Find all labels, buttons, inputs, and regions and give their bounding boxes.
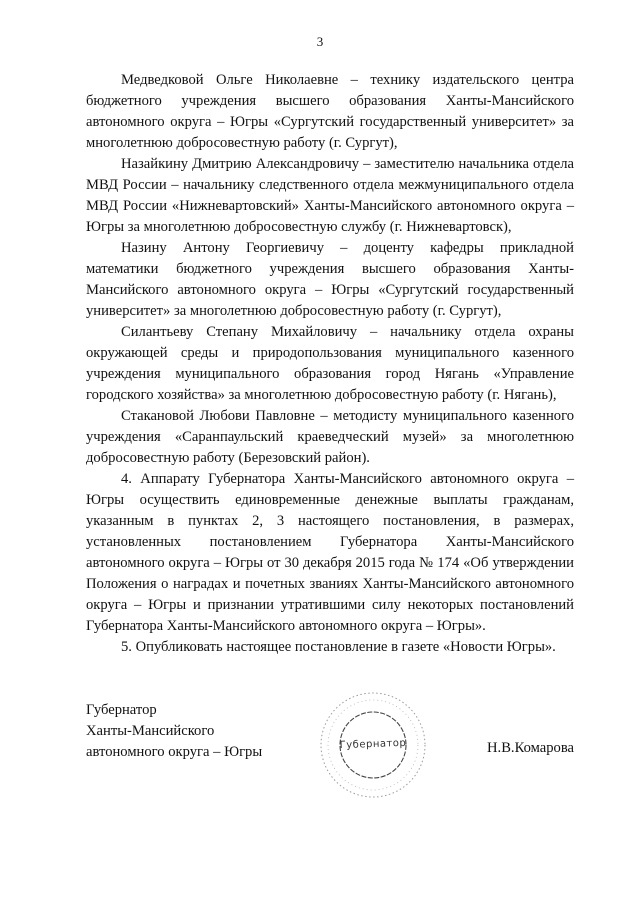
paragraph-medvedkova: Медведковой Ольге Николаевне – технику издательского центра бюджетного учреждения высшего образования Ханты-Мансийского автономного округа – Югры «Сургутский государственный университет» за многолетнюю добросовестную работу (г. Сургут), (86, 72, 574, 151)
page-number: 3 (316, 34, 324, 49)
paragraph-stakanova: Стакановой Любови Павловне – методисту муниципального казенного учреждения «Саранпаульский краеведческий музей» за многолетнюю добросовестную работу (Березовский район). (86, 408, 574, 466)
signatory-title (86, 700, 262, 763)
signatory-name: Н.В.Комарова (487, 740, 574, 756)
signatory-title-line-2: Ханты-Мансийского (86, 723, 215, 739)
stamp-seal (314, 686, 432, 804)
signatory-title-line-1: Губернатор (86, 702, 157, 718)
paragraph-item-4: 4. Аппарату Губернатора Ханты-Мансийского автономного округа – Югры осуществить единовременные денежные выплаты гражданам, указанным в пунктах 2, 3 настоящего постановления, в размерах, установленных постановлением Губернатора Ханты-Мансийского автономного округа – Югры от 30 декабря 2015 года № 174 «Об утверждении Положения о наградах и почетных званиях Ханты-Мансийского автономного округа – Югры и признании утратившими силу некоторых постановлений Губернатора Ханты-Мансийского автономного округа – Югры». (86, 471, 574, 634)
paragraph-silantiev: Силантьеву Степану Михайловичу – начальнику отдела охраны окружающей среды и природопользования муниципального казенного учреждения муниципального образования город Нягань «Управление городского хозяйства» за многолетнюю добросовестную работу (г. Нягань), (86, 324, 574, 403)
signatory-title-line-3: автономного округа – Югры (86, 744, 263, 760)
paragraph-nazin: Назину Антону Георгиевичу – доценту кафедры прикладной математики бюджетного учреждения высшего образования Ханты-Мансийского автономного округа – Югры «Сургутский государственный университет» за многолетнюю добросовестную работу (г. Сургут), (86, 240, 574, 319)
paragraph-nazaikin: Назайкину Дмитрию Александровичу – заместителю начальника отдела МВД России – начальнику следственного отдела межмуниципального отдела МВД России «Нижневартовский» Ханты-Мансийского автономного округа – Югры за многолетнюю добросовестную службу (г. Нижневартовск), (86, 156, 574, 235)
paragraph-item-5: 5. Опубликовать настоящее постановление в газете «Новости Югры». (121, 639, 556, 655)
stamp-label: Губернатор (339, 737, 407, 752)
document-body (86, 70, 574, 658)
